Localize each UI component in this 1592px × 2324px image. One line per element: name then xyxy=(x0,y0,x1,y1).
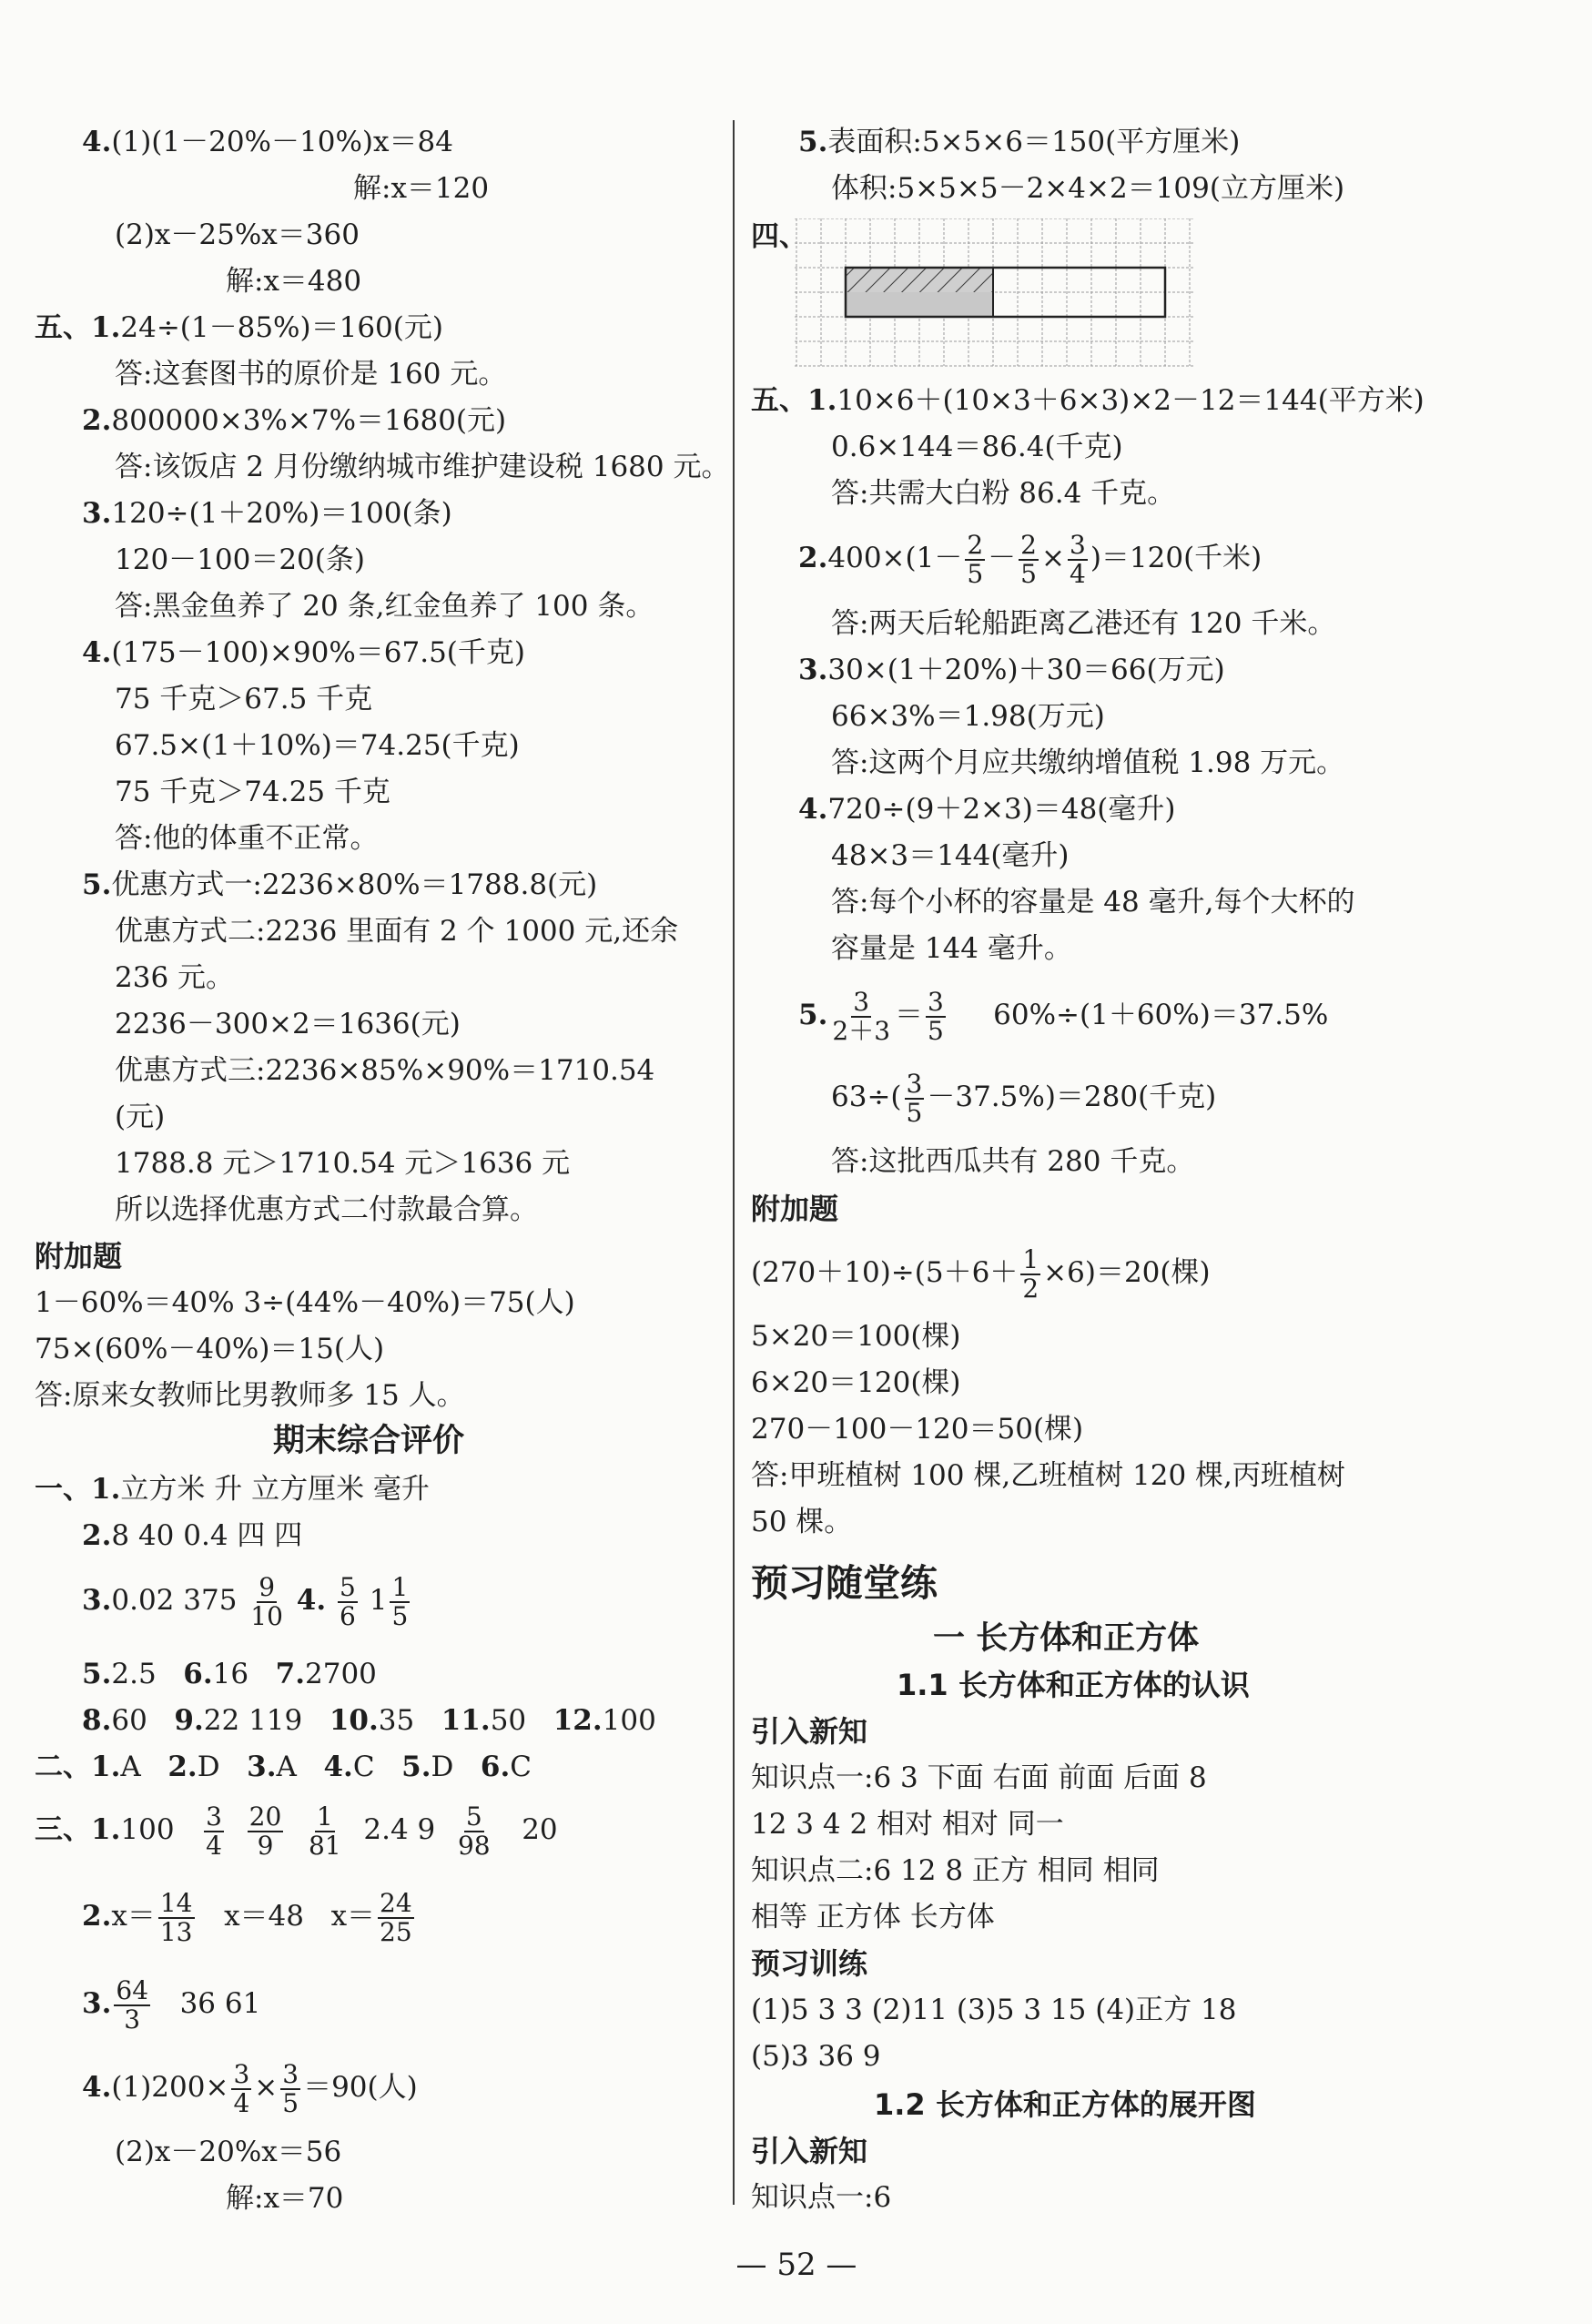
answer-line: 75 千克＞67.5 千克 xyxy=(115,683,373,715)
answer-line: (元) xyxy=(115,1101,166,1133)
answer-line: 4.(1)200× $\frac{3}{4}$ × $\frac{3}{5}$ ＝90(人) xyxy=(82,2058,418,2118)
answer-line: 答:这两个月应共缴纳增值税 1.98 万元。 xyxy=(831,746,1345,779)
answer-line: (270＋10)÷(5＋6＋ $\frac{1}{2}$ ×6)＝20(棵) xyxy=(751,1243,1211,1304)
fraction: $\frac{2}{5}$ xyxy=(967,529,984,589)
answer-line: 0.6×144＝86.4(千克) xyxy=(831,431,1123,463)
fraction: $\frac{3}{4}$ xyxy=(1069,529,1086,589)
answer-line: 12 3 4 2 相对 相对 同一 xyxy=(751,1808,1064,1841)
answer-line: 4.(175－100)×90%＝67.5(千克) xyxy=(82,636,525,669)
answer-line: (2)x－25%x＝360 xyxy=(115,218,360,251)
subheading: 引入新知 xyxy=(751,1714,868,1749)
answer-line: 48×3＝144(毫升) xyxy=(831,839,1070,872)
answer-line: 2.x＝ $\frac{14}{13}$ x＝48 x＝ $\frac{24}{25}$ xyxy=(82,1887,412,1947)
hatched-region xyxy=(846,268,993,292)
answer-line: 75×(60%－40%)＝15(人) xyxy=(35,1333,385,1365)
fraction: $\frac{64}{3}$ xyxy=(116,1974,149,2035)
section-subtitle: 1.1 长方体和正方体的认识 xyxy=(897,1668,1250,1702)
fraction: $\frac{5}{98}$ xyxy=(457,1801,491,1861)
answer-line: 答:两天后轮船距离乙港还有 120 千米。 xyxy=(831,607,1336,640)
answer-line: 5.表面积:5×5×6＝150(平方厘米) xyxy=(798,126,1241,158)
answer-line: 答:共需大白粉 86.4 千克。 xyxy=(831,477,1176,510)
answer-line: 答:黑金鱼养了 20 条,红金鱼养了 100 条。 xyxy=(115,590,654,623)
answer-line: (2)x－20%x＝56 xyxy=(115,2136,342,2168)
answer-line: 相等 正方体 长方体 xyxy=(751,1901,995,1933)
grid-drawing xyxy=(795,218,1195,369)
answer-line: 67.5×(1＋10%)＝74.25(千克) xyxy=(115,729,520,762)
grid-figure xyxy=(795,218,1195,372)
answer-line: 2.400×(1－ $\frac{2}{5}$ － $\frac{2}{5}$ × $\frac{3}{4}$ )＝120(千米) xyxy=(798,529,1262,589)
answer-line: 120－100＝20(条) xyxy=(115,543,365,576)
answer-line: 66×3%＝1.98(万元) xyxy=(831,700,1105,733)
answer-line: 1－60%＝40% 3÷(44%－40%)＝75(人) xyxy=(35,1286,575,1319)
answer-line: 8.60 9.22 119 10.35 11.50 12.100 xyxy=(82,1704,656,1737)
answer-line: 3. $\frac{64}{3}$ 36 61 xyxy=(82,1974,261,2035)
answer-line: 一、1.立方米 升 立方厘米 毫升 xyxy=(35,1473,430,1506)
answer-line: 体积:5×5×5－2×4×2＝109(立方厘米) xyxy=(831,172,1345,205)
answer-line: (5)3 36 9 xyxy=(751,2040,881,2073)
fraction: $\frac{3}{5}$ xyxy=(282,2058,299,2118)
answer-line: 5×20＝100(棵) xyxy=(751,1320,961,1353)
answer-line: 答:甲班植树 100 棵,乙班植树 120 棵,丙班植树 xyxy=(751,1459,1345,1492)
answer-line: 三、1.100 $\frac{3}{4}$ $\frac{20}{9}$ $\frac{1}{81}$ 2.4 9 $\frac{5}{98}$ 20 xyxy=(35,1801,558,1861)
answer-line: 优惠方式二:2236 里面有 2 个 1000 元,还余 xyxy=(115,915,679,948)
fraction: $\frac{3}{4}$ xyxy=(206,1801,222,1861)
fraction: $\frac{1}{5}$ xyxy=(391,1571,409,1631)
answer-line: 容量是 144 毫升。 xyxy=(831,932,1072,965)
fraction: $\frac{3}{5}$ xyxy=(928,986,944,1046)
answer-line: 270－100－120＝50(棵) xyxy=(751,1413,1084,1446)
answer-line: 2.8 40 0.4 四 四 xyxy=(82,1519,303,1552)
answer-line: 解:x＝120 xyxy=(353,172,490,205)
fraction: $\frac{14}{13}$ xyxy=(159,1887,193,1947)
answer-line: 答:每个小杯的容量是 48 毫升,每个大杯的 xyxy=(831,886,1355,918)
answer-line: 4.(1)(1－20%－10%)x＝84 xyxy=(82,126,453,158)
answer-line: 答:这批西瓜共有 280 千克。 xyxy=(831,1145,1195,1178)
fraction: $\frac{20}{9}$ xyxy=(248,1801,282,1861)
answer-line: 4.720÷(9＋2×3)＝48(毫升) xyxy=(798,793,1176,826)
answer-line: 解:x＝70 xyxy=(226,2182,344,2215)
answer-line: 优惠方式三:2236×85%×90%＝1710.54 xyxy=(115,1054,655,1087)
shaded-region xyxy=(846,292,993,317)
answer-line: 2.800000×3%×7%＝1680(元) xyxy=(82,404,507,437)
answer-line: 75 千克＞74.25 千克 xyxy=(115,776,390,808)
fraction: $\frac{2}{5}$ xyxy=(1020,529,1037,589)
answer-line: 解:x＝480 xyxy=(226,265,362,298)
answer-line: 2236－300×2＝1636(元) xyxy=(115,1008,461,1040)
subheading: 引入新知 xyxy=(751,2134,868,2168)
answer-line: 3.30×(1＋20%)＋30＝66(万元) xyxy=(798,654,1225,686)
fraction: $\frac{3}{4}$ xyxy=(233,2058,250,2118)
column-divider xyxy=(733,120,735,2205)
fraction: $\frac{3}{5}$ xyxy=(906,1068,923,1128)
chapter-title: 一 长方体和正方体 xyxy=(933,1620,1200,1657)
answer-line: 答:该饭店 2 月份缴纳城市维护建设税 1680 元。 xyxy=(115,451,730,483)
fraction: $\frac{5}{6}$ xyxy=(340,1571,356,1631)
bonus-heading: 附加题 xyxy=(751,1192,839,1226)
fraction: $\frac{3}{2+3}$ xyxy=(832,986,891,1046)
answer-line: 5.优惠方式一:2236×80%＝1788.8(元) xyxy=(82,868,598,901)
answer-line: 答:原来女教师比男教师多 15 人。 xyxy=(35,1379,465,1412)
fraction: $\frac{9}{10}$ xyxy=(250,1571,283,1631)
answer-line: 5. $\frac{3}{2+3}$ ＝ $\frac{3}{5}$ 60%÷(1＋60%)＝37.5% xyxy=(798,986,1329,1046)
answer-line: 知识点一:6 3 下面 右面 前面 后面 8 xyxy=(751,1761,1207,1794)
answer-line: 所以选择优惠方式二付款最合算。 xyxy=(115,1193,538,1226)
answer-line: 二、1.A 2.D 3.A 4.C 5.D 6.C xyxy=(35,1751,532,1783)
answer-line: 知识点二:6 12 8 正方 相同 相同 xyxy=(751,1854,1160,1887)
fraction: $\frac{24}{25}$ xyxy=(380,1887,412,1947)
answer-line: 1788.8 元＞1710.54 元＞1636 元 xyxy=(115,1147,571,1180)
page-number: — 52 — xyxy=(735,2247,857,2283)
answer-line: 50 棵。 xyxy=(751,1506,853,1538)
answer-line: 知识点一:6 xyxy=(751,2181,892,2214)
section-title: 预习随堂练 xyxy=(751,1561,938,1605)
fraction: $\frac{1}{81}$ xyxy=(309,1801,341,1861)
subheading: 预习训练 xyxy=(751,1946,868,1981)
answer-line: (1)5 3 3 (2)11 (3)5 3 15 (4)正方 18 xyxy=(751,1994,1237,2026)
answer-line: 答:这套图书的原价是 160 元。 xyxy=(115,358,507,391)
answer-line: 五、1.10×6＋(10×3＋6×3)×2－12＝144(平方米) xyxy=(751,384,1425,417)
section-subtitle: 1.2 长方体和正方体的展开图 xyxy=(874,2087,1256,2122)
answer-line: 五、1.24÷(1－85%)＝160(元) xyxy=(35,311,443,344)
answer-line: 3.0.02 375 $\frac{9}{10}$ 4. $\frac{5}{6}$ 1 $\frac{1}{5}$ xyxy=(82,1571,409,1631)
exam-title: 期末综合评价 xyxy=(273,1423,465,1459)
answer-line: 6×20＝120(棵) xyxy=(751,1366,961,1399)
fraction: $\frac{1}{2}$ xyxy=(1022,1243,1039,1304)
answer-line: 236 元。 xyxy=(115,961,235,994)
answer-line: 四、 xyxy=(751,220,807,253)
answer-line: 5.2.5 6.16 7.2700 xyxy=(82,1658,377,1690)
answer-line: 答:他的体重不正常。 xyxy=(115,822,379,855)
answer-line: 63÷( $\frac{3}{5}$ －37.5%)＝280(千克) xyxy=(831,1068,1217,1128)
bonus-heading: 附加题 xyxy=(35,1239,123,1274)
answer-line: 3.120÷(1＋20%)＝100(条) xyxy=(82,497,452,530)
